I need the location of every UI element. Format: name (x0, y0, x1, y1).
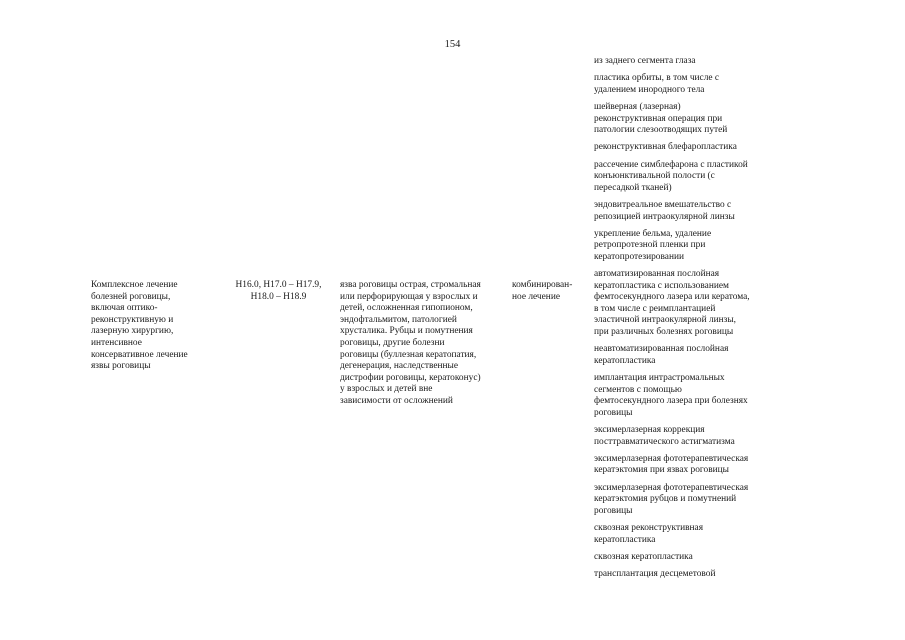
text-line: реконструктивная блефаропластика (594, 142, 737, 153)
treatment-method (594, 73, 780, 96)
treatment-method (594, 454, 780, 477)
text-line: включая оптико- (91, 303, 158, 314)
treatment-method (594, 344, 780, 367)
treatment-method (594, 569, 780, 581)
text-line: сегментов с помощью (594, 384, 682, 395)
text-line: кератэктомия рубцов и помутнений (594, 494, 737, 505)
text-line: язва роговицы острая, стромальная (340, 280, 481, 290)
text-line: пластика орбиты, в том числе с (594, 73, 720, 84)
treatment-method (594, 102, 780, 137)
text-line: удалением инородного тела (594, 84, 705, 95)
text-line: у взрослых и детей вне (340, 384, 433, 395)
treatment-method (594, 229, 780, 264)
text-line: кератопластика с использованием (594, 280, 729, 291)
text-line: эластичной интраокулярной линзы, (594, 315, 737, 326)
text-line: интенсивное (91, 337, 142, 348)
text-line: эндофтальмитом, патологией (340, 314, 457, 325)
treatment-method (594, 483, 780, 518)
treatment-method (594, 200, 780, 223)
treatment-method (594, 142, 780, 154)
icd-codes (225, 280, 332, 303)
text-line: лазерную хирургию, (91, 326, 174, 337)
text-line: неавтоматизированная послойная (594, 344, 729, 355)
text-line: при различных болезнях роговицы (594, 327, 734, 338)
text-line: пересадкой тканей) (594, 182, 672, 193)
text-line: реконструктивная операция при (594, 113, 723, 124)
treatment-method (594, 160, 780, 195)
text-line: кератопластика (594, 355, 656, 366)
treatment-method (594, 373, 780, 419)
text-line: хрусталика. Рубцы и помутнения (340, 326, 473, 337)
treatment-methods-list (594, 56, 780, 586)
text-line: болезней роговицы, (91, 291, 171, 302)
treatment-method (594, 523, 780, 546)
text-line: эксимерлазерная фототерапевтическая (594, 482, 749, 493)
text-line: имплантация интрастромальных (594, 373, 725, 383)
text-line: или перфорирующая у взрослых и (340, 291, 478, 302)
text-line: сквозная реконструктивная (594, 522, 704, 533)
text-line: Комплексное лечение (91, 280, 178, 290)
text-line: роговицы (буллезная кератопатия, (340, 349, 477, 360)
treatment-method (594, 425, 780, 448)
text-line: зависимости от осложнений (340, 395, 453, 406)
text-line: фемтосекундного лазера или кератома, (594, 292, 750, 303)
page-number: 154 (444, 39, 461, 50)
text-line: автоматизированная послойная (594, 269, 720, 280)
text-line: трансплантация десцеметовой (594, 568, 716, 579)
text-line: кератопротезировании (594, 251, 684, 262)
treatment-method (594, 269, 780, 339)
text-line: комбинирован- (512, 280, 573, 290)
text-line: роговицы (594, 407, 633, 418)
treatment-method (594, 56, 780, 68)
text-line: язвы роговицы (91, 361, 151, 372)
text-line: шейверная (лазерная) (594, 101, 681, 112)
text-line: эндовитреальное вмешательство с (594, 199, 732, 210)
text-line: ное лечение (512, 291, 561, 302)
text-line: роговицы (594, 505, 633, 516)
text-line: детей, осложненная гипопионом, (340, 303, 473, 314)
text-line: ретропротезной пленки при (594, 240, 706, 251)
treatment-method (594, 552, 780, 564)
text-line: посттравматического астигматизма (594, 436, 735, 447)
text-line: рассечение симблефарона с пластикой (594, 159, 748, 170)
text-line: укрепление бельма, удаление (594, 228, 712, 239)
text-line: из заднего сегмента глаза (594, 56, 696, 66)
text-line: дистрофии роговицы, кератоконус) (340, 372, 481, 383)
text-line: дегенерация, наследственные (340, 361, 458, 372)
text-line: репозицией интраокулярной линзы (594, 211, 735, 222)
patient-model (340, 280, 506, 408)
text-line: консервативное лечение (91, 349, 188, 360)
text-line: кератопластика (594, 534, 656, 545)
text-line: роговицы, другие болезни (340, 337, 445, 348)
text-line: фемтосекундного лазера при болезнях (594, 396, 748, 407)
treatment-type (512, 280, 590, 303)
disease-group-name (91, 280, 221, 373)
text-line: H18.0 – H18.9 (250, 291, 307, 302)
text-line: сквозная кератопластика (594, 551, 693, 562)
text-line: патологии слезоотводящих путей (594, 125, 728, 136)
text-line: кератэктомия при язвах роговицы (594, 465, 729, 476)
text-line: H16.0, H17.0 – H17.9, (235, 280, 322, 290)
text-line: реконструктивную и (91, 314, 174, 325)
text-line: конъюнктивальной полости (с (594, 171, 715, 182)
text-line: эксимерлазерная коррекция (594, 424, 705, 435)
text-line: эксимерлазерная фототерапевтическая (594, 453, 749, 464)
text-line: в том числе с реимплантацией (594, 303, 716, 314)
